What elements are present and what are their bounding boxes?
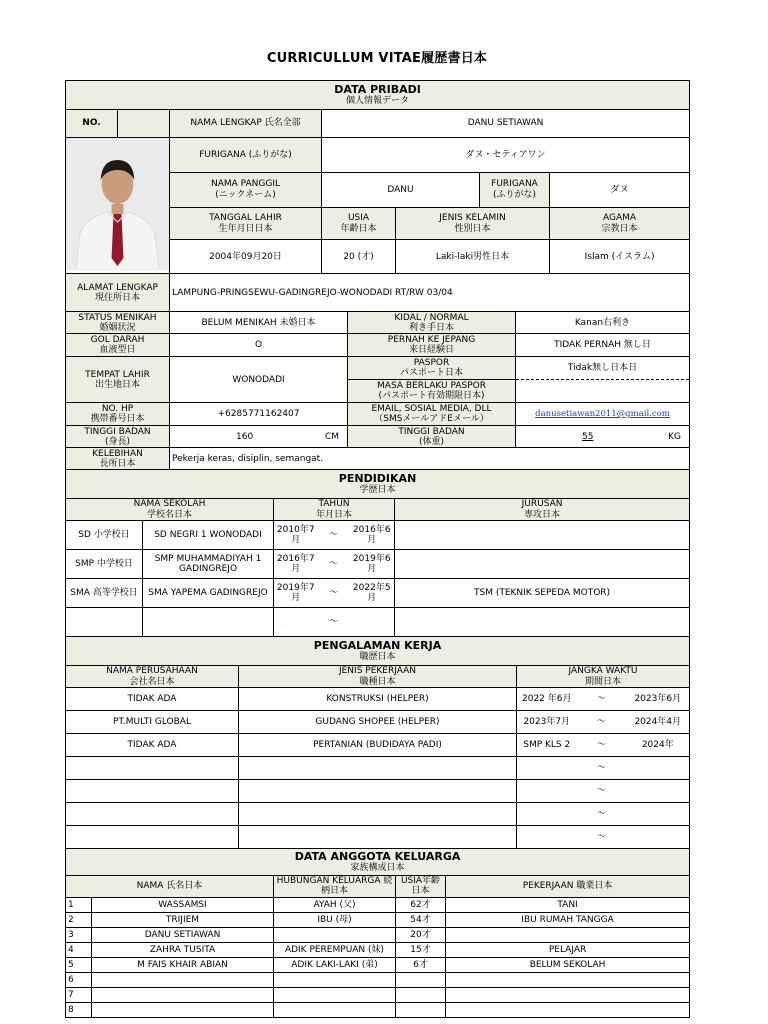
weight-unit: KG: [668, 431, 681, 442]
phone-label-jp: 携帯番号日本: [90, 414, 145, 425]
family-age[interactable]: 54才: [396, 912, 446, 927]
education-col-school: [66, 499, 274, 521]
work-sep: ～: [577, 711, 627, 734]
work-to[interactable]: 2024年4月: [627, 711, 690, 734]
education-col-year: [274, 499, 395, 521]
passport-value[interactable]: Tidak無し日本日: [516, 357, 690, 380]
education-school[interactable]: SD NEGRI 1 WONODADI: [143, 521, 274, 550]
nickname-label: [170, 172, 322, 207]
nickname-furigana-label: [480, 172, 550, 207]
work-col-company: [66, 666, 239, 688]
height-label-text: TINGGI BADAN: [84, 426, 151, 437]
family-job[interactable]: [446, 987, 690, 1002]
blood-value[interactable]: O: [170, 334, 348, 357]
family-job[interactable]: [446, 972, 690, 987]
education-from[interactable]: 2019年7月: [274, 579, 318, 608]
work-job[interactable]: [239, 780, 517, 803]
page-title: CURRICULLUM VITAE履歴書日本: [266, 51, 488, 66]
work-col-job-text: JENIS PEKERJAAN: [338, 666, 417, 677]
family-relation[interactable]: IBU (母): [274, 912, 396, 927]
work-col-company-jp: 会社名日本: [129, 676, 175, 687]
work-header-jp: 職歴日本: [359, 652, 396, 663]
work-company[interactable]: TIDAK ADA: [66, 734, 239, 757]
age-value[interactable]: 20 (才): [322, 240, 396, 274]
applicant-photo: [66, 138, 169, 270]
family-name[interactable]: M FAIS KHAIR ABIAN: [92, 957, 274, 972]
work-to[interactable]: 2023年6月: [627, 688, 690, 711]
family-row: [66, 1002, 690, 1017]
nickname-value[interactable]: DANU: [322, 172, 480, 207]
work-company[interactable]: [66, 826, 239, 849]
weight-cell: [516, 426, 690, 448]
work-to[interactable]: 2024年: [627, 734, 690, 757]
email-link[interactable]: danusetiawan2011@gmail.com: [535, 408, 670, 419]
education-level: SD 小学校日: [66, 521, 143, 550]
nickname-furigana-value[interactable]: ダヌ: [550, 172, 690, 207]
gender-value[interactable]: Laki-laki男性日本: [396, 240, 550, 274]
family-col-relation: HUBUNGAN KELUARGA 続柄日本: [274, 876, 396, 898]
height-unit: CM: [324, 431, 339, 442]
work-company[interactable]: [66, 757, 239, 780]
work-job[interactable]: [239, 803, 517, 826]
family-age[interactable]: 62才: [396, 897, 446, 912]
work-company[interactable]: TIDAK ADA: [66, 688, 239, 711]
family-name[interactable]: [92, 972, 274, 987]
education-to[interactable]: 2016年6月: [350, 521, 395, 550]
work-header-title: PENGALAMAN KERJA: [313, 638, 442, 652]
family-relation[interactable]: [274, 1002, 396, 1017]
gender-label-jp: 性別日本: [454, 223, 491, 234]
family-col-name: NAMA 氏名日本: [66, 876, 274, 898]
strength-label-text: KELEBIHAN: [92, 448, 143, 459]
marital-label-text: STATUS MENIKAH: [78, 312, 157, 323]
strength-label: [66, 448, 170, 470]
passport-label-jp: パスポート日本: [399, 368, 463, 379]
family-job[interactable]: PELAJAR: [446, 942, 690, 957]
religion-label: [550, 207, 690, 240]
family-job[interactable]: [446, 927, 690, 942]
education-sep: ～: [318, 521, 350, 550]
education-level: [66, 608, 143, 637]
work-job[interactable]: KONSTRUKSI (HELPER): [239, 688, 517, 711]
furigana-value[interactable]: ダヌ・セティアワン: [322, 138, 690, 173]
personal-detail-table: [65, 273, 690, 470]
education-from[interactable]: [274, 608, 318, 637]
work-company[interactable]: [66, 803, 239, 826]
family-no: 1: [66, 897, 92, 912]
work-col-job-jp: 職種日本: [359, 676, 396, 687]
family-name[interactable]: WASSAMSI: [92, 897, 274, 912]
work-section-header: [66, 637, 690, 666]
japan-label-text: PERNAH KE JEPANG: [387, 335, 476, 345]
age-label-text: USIA: [347, 213, 370, 224]
birthplace-label-jp: 出生地日本: [94, 379, 140, 390]
work-sep: ～: [577, 688, 627, 711]
work-job[interactable]: GUDANG SHOPEE (HELPER): [239, 711, 517, 734]
family-relation[interactable]: ADIK PEREMPUAN (妹): [274, 942, 396, 957]
education-sep: ～: [318, 608, 350, 637]
birthdate-label-jp: 生年月日日本: [218, 223, 273, 234]
religion-label-text: AGAMA: [603, 213, 637, 224]
work-company[interactable]: [66, 780, 239, 803]
weight-label-jp: (体重): [418, 436, 445, 447]
family-no: 5: [66, 957, 92, 972]
passport-valid-label-text: MASA BERLAKU PASPOR: [377, 381, 486, 391]
personal-data-table: [65, 80, 690, 274]
work-row: [66, 803, 690, 826]
family-row: [66, 972, 690, 987]
work-job[interactable]: PERTANIAN (BUDIDAYA PADI): [239, 734, 517, 757]
religion-label-jp: 宗教日本: [601, 223, 638, 234]
birthplace-value[interactable]: WONODADI: [170, 357, 348, 403]
education-major[interactable]: TSM (TEKNIK SEPEDA MOTOR): [395, 579, 690, 608]
work-to[interactable]: [627, 826, 690, 849]
blood-label: [66, 334, 170, 357]
birthdate-label: [170, 207, 322, 240]
family-col-job: PEKERJAAN 職業日本: [446, 876, 690, 898]
height-label: [66, 426, 170, 448]
family-relation[interactable]: [274, 972, 396, 987]
family-row: [66, 987, 690, 1002]
family-no: 2: [66, 912, 92, 927]
nickname-furigana-label-text: FURIGANA: [491, 179, 538, 190]
education-table: [65, 469, 690, 637]
family-name[interactable]: [92, 1002, 274, 1017]
furigana-label: FURIGANA (ふりがな): [170, 138, 322, 173]
japan-value[interactable]: TIDAK PERNAH 無し日: [516, 334, 690, 357]
email-label-text: EMAIL, SOSIAL MEDIA, DLL: [371, 404, 492, 414]
family-header-title: DATA ANGGOTA KELUARGA: [294, 849, 461, 863]
family-row: [66, 912, 690, 927]
religion-value[interactable]: Islam (イスラム): [550, 240, 690, 274]
address-label-jp: 現住所日本: [94, 292, 140, 303]
japan-label: [348, 334, 516, 357]
work-from[interactable]: [517, 780, 577, 803]
full-name-label: NAMA LENGKAP 氏名全部: [170, 110, 322, 138]
work-from[interactable]: [517, 803, 577, 826]
education-school[interactable]: SMP MUHAMMADIYAH 1 GADINGREJO: [143, 550, 274, 579]
family-row: [66, 942, 690, 957]
work-col-company-text: NAMA PERUSAHAAN: [106, 666, 198, 677]
education-sep: ～: [318, 550, 350, 579]
education-col-year-jp: 年月日本: [315, 509, 352, 520]
family-job[interactable]: TANI: [446, 897, 690, 912]
address-label-text: ALAMAT LENGKAP: [77, 282, 158, 293]
height-value[interactable]: 160: [236, 431, 254, 442]
work-row: [66, 711, 690, 734]
education-col-school-text: NAMA SEKOLAH: [133, 499, 206, 510]
phone-label: [66, 403, 170, 426]
family-relation[interactable]: AYAH (父): [274, 897, 396, 912]
work-job[interactable]: [239, 757, 517, 780]
work-sep: ～: [577, 826, 627, 849]
family-job[interactable]: IBU RUMAH TANGGA: [446, 912, 690, 927]
address-label: [66, 274, 170, 312]
education-col-major-text: JURUSAN: [521, 499, 563, 510]
work-sep: ～: [577, 803, 627, 826]
work-row: [66, 688, 690, 711]
work-row: [66, 780, 690, 803]
family-name[interactable]: DANU SETIAWAN: [92, 927, 274, 942]
strength-label-jp: 長所日本: [99, 458, 136, 469]
blood-label-text: GOL DARAH: [90, 335, 145, 345]
education-to[interactable]: [350, 608, 395, 637]
work-row: [66, 734, 690, 757]
weight-label-text: TINGGI BADAN: [398, 426, 465, 437]
marital-label: [66, 312, 170, 334]
full-name-value[interactable]: DANU SETIAWAN: [322, 110, 690, 138]
work-col-period: [517, 666, 690, 688]
family-relation[interactable]: [274, 927, 396, 942]
education-row: [66, 579, 690, 608]
family-name[interactable]: TRIJIEM: [92, 912, 274, 927]
education-major[interactable]: [395, 550, 690, 579]
nickname-furigana-label-jp: (ふりがな): [492, 189, 537, 200]
phone-value[interactable]: +6285771162407: [170, 403, 348, 426]
work-col-period-jp: 期間日本: [585, 676, 622, 687]
work-row: [66, 757, 690, 780]
phone-label-text: NO. HP: [101, 404, 134, 414]
family-col-age: USIA年齢日本: [396, 876, 446, 898]
family-row: [66, 897, 690, 912]
education-row: [66, 521, 690, 550]
gender-label-text: JENIS KELAMIN: [439, 213, 506, 224]
family-header-jp: 家族構成日本: [350, 863, 405, 874]
work-from[interactable]: 2022 年6月: [517, 688, 577, 711]
cv-sheet: [65, 80, 689, 1018]
work-to[interactable]: [627, 803, 690, 826]
hand-value[interactable]: Kanan右利き: [516, 312, 690, 334]
family-row: [66, 927, 690, 942]
work-col-period-text: JANGKA WAKTU: [568, 666, 638, 677]
marital-label-jp: 婚姻状況: [99, 322, 136, 333]
hand-label: [348, 312, 516, 334]
no-value[interactable]: [118, 110, 170, 138]
family-job[interactable]: BELUM SEKOLAH: [446, 957, 690, 972]
work-sep: ～: [577, 780, 627, 803]
family-age[interactable]: 6才: [396, 957, 446, 972]
weight-value[interactable]: 55: [582, 431, 594, 442]
personal-section-header: [66, 81, 690, 110]
weight-label: [348, 426, 516, 448]
birthdate-label-text: TANGGAL LAHIR: [209, 213, 282, 224]
family-no: 8: [66, 1002, 92, 1017]
hand-label-jp: 利き手日本: [408, 322, 454, 333]
family-relation[interactable]: [274, 987, 396, 1002]
education-from[interactable]: 2010年7月: [274, 521, 318, 550]
education-col-major: [395, 499, 690, 521]
education-col-year-text: TAHUN: [318, 499, 350, 510]
family-no: 4: [66, 942, 92, 957]
personal-header-title: DATA PRIBADI: [334, 82, 421, 96]
marital-value[interactable]: BELUM MENIKAH 未婚日本: [170, 312, 348, 334]
family-age[interactable]: [396, 987, 446, 1002]
work-company[interactable]: PT.MULTI GLOBAL: [66, 711, 239, 734]
education-sep: ～: [318, 579, 350, 608]
nickname-label-text: NAMA PANGGIL: [210, 179, 281, 190]
family-job[interactable]: [446, 1002, 690, 1017]
family-age[interactable]: [396, 1002, 446, 1017]
family-row: [66, 957, 690, 972]
education-from[interactable]: 2016年7月: [274, 550, 318, 579]
family-name[interactable]: [92, 987, 274, 1002]
strength-value[interactable]: Pekerja keras, disiplin, semangat.: [170, 448, 690, 470]
address-value[interactable]: LAMPUNG-PRINGSEWU-GADINGREJO-WONODADI RT/RW 03/04: [170, 274, 690, 312]
family-age[interactable]: 20才: [396, 927, 446, 942]
family-no: 6: [66, 972, 92, 987]
education-school[interactable]: [143, 608, 274, 637]
education-row: [66, 608, 690, 637]
education-to[interactable]: 2019年6月: [350, 550, 395, 579]
work-row: [66, 826, 690, 849]
work-sep: ～: [577, 734, 627, 757]
family-age[interactable]: 15才: [396, 942, 446, 957]
email-label-jp: （SMSメールアドEメール）: [374, 414, 489, 425]
work-job[interactable]: [239, 826, 517, 849]
work-to[interactable]: [627, 780, 690, 803]
blood-label-jp: 血液型日: [99, 345, 136, 356]
passport-label-text: PASPOR: [413, 358, 450, 368]
personal-header-jp: 個人情報データ: [346, 96, 410, 107]
education-level: SMP 中学校日: [66, 550, 143, 579]
education-to[interactable]: 2022年5月: [350, 579, 395, 608]
work-from[interactable]: [517, 826, 577, 849]
birthdate-value[interactable]: 2004年09月20日: [170, 240, 322, 274]
passport-valid-label-jp: (パスポート有効期限日本): [378, 391, 485, 402]
photo-cell: [66, 138, 170, 274]
education-level: SMA 高等学校日: [66, 579, 143, 608]
family-relation[interactable]: ADIK LAKI-LAKI (弟): [274, 957, 396, 972]
education-header-jp: 学歴日本: [359, 485, 396, 496]
family-no: 3: [66, 927, 92, 942]
birthplace-label-text: TEMPAT LAHIR: [85, 369, 150, 380]
family-section-header: [66, 849, 690, 876]
work-table: [65, 636, 690, 849]
height-label-jp: (身長): [104, 436, 131, 447]
family-no: 7: [66, 987, 92, 1002]
education-section-header: [66, 470, 690, 499]
family-table: [65, 848, 690, 1018]
work-from[interactable]: [517, 757, 577, 780]
work-sep: ～: [577, 757, 627, 780]
education-col-school-jp: 学校名日本: [146, 509, 192, 520]
education-school[interactable]: SMA YAPEMA GADINGREJO: [143, 579, 274, 608]
passport-valid-label: [348, 380, 516, 403]
passport-label: [348, 357, 516, 380]
email-cell: [516, 403, 690, 426]
education-header-title: PENDIDIKAN: [338, 471, 417, 485]
hand-label-text: KIDAL / NORMAL: [394, 312, 469, 323]
height-cell: [170, 426, 348, 448]
birthplace-label: [66, 357, 170, 403]
education-major[interactable]: [395, 521, 690, 550]
family-age[interactable]: [396, 972, 446, 987]
no-label: NO.: [66, 110, 118, 138]
age-label-jp: 年齢日本: [340, 223, 377, 234]
japan-label-jp: 来日経験日: [408, 345, 454, 356]
work-to[interactable]: [627, 757, 690, 780]
education-row: [66, 550, 690, 579]
age-label: [322, 207, 396, 240]
work-col-job: [239, 666, 517, 688]
gender-label: [396, 207, 550, 240]
family-name[interactable]: ZAHRA TUSITA: [92, 942, 274, 957]
education-major[interactable]: [395, 608, 690, 637]
nickname-label-jp: (ニックネーム): [215, 189, 276, 200]
work-from[interactable]: SMP KLS 2: [517, 734, 577, 757]
work-from[interactable]: 2023年7月: [517, 711, 577, 734]
email-label: [348, 403, 516, 426]
education-col-major-jp: 専攻日本: [524, 509, 561, 520]
passport-valid-value[interactable]: [516, 380, 690, 403]
